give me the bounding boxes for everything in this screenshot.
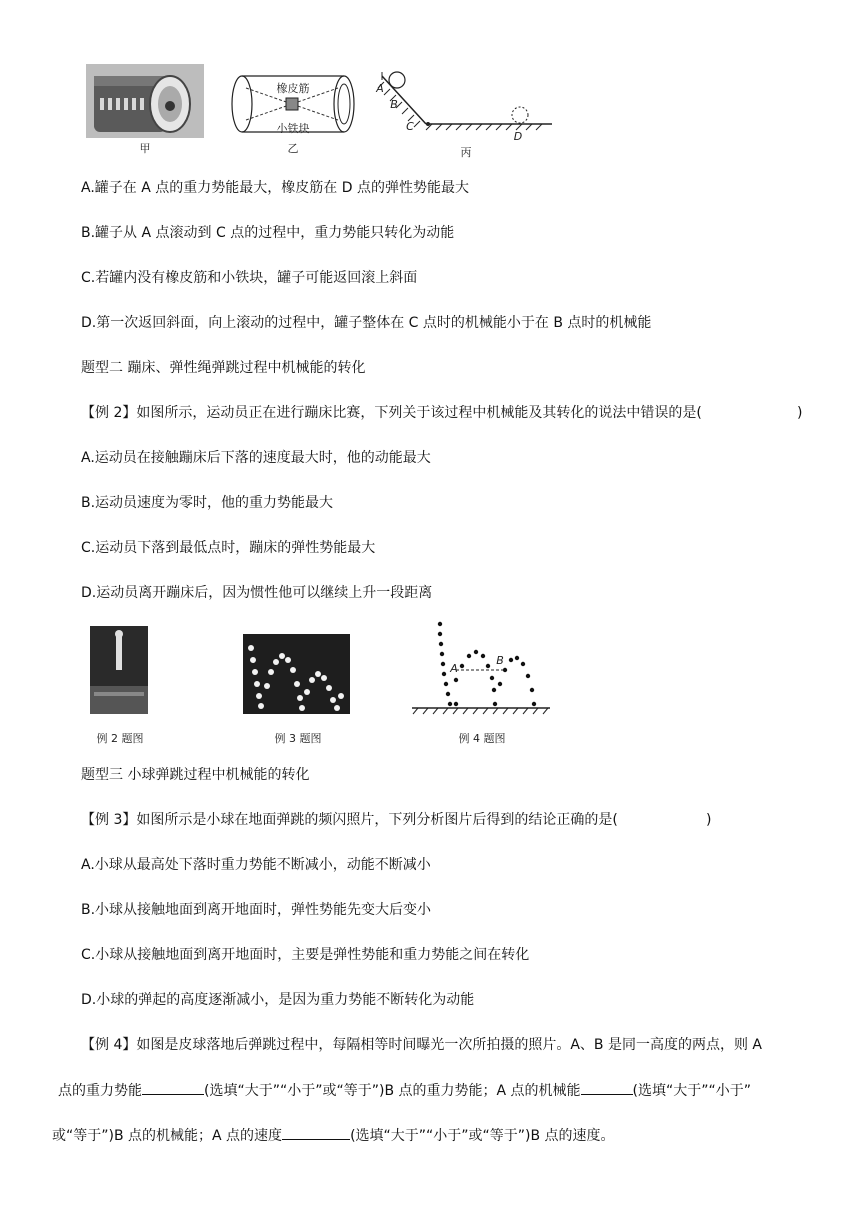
example2-option-b: B.运动员速度为零时，他的重力势能最大 <box>81 495 334 511</box>
figure-example4-bounce-diagram <box>412 620 552 716</box>
example4-text-e: (选填“大于”“小于”或“等于”)B 点的速度。 <box>350 1128 615 1144</box>
figure-yi-label-rubber: 橡皮筋 <box>276 82 310 95</box>
figure-jia-caption: 甲 <box>139 142 151 155</box>
example1-option-b: B.罐子从 A 点滚动到 C 点的过程中，重力势能只转化为动能 <box>81 225 455 241</box>
figure-example3-caption: 例 3 题图 <box>274 732 322 745</box>
example3-option-d: D.小球的弹起的高度逐渐减小，是因为重力势能不断转化为动能 <box>81 992 475 1008</box>
example4-line1: 【例 4】如图是皮球落地后弹跳过程中，每隔相等时间曝光一次所拍摄的照片。A、B 是同一高度的两点，则 A <box>81 1037 763 1053</box>
example2-stem: 【例 2】如图所示，运动员正在进行蹦床比赛，下列关于该过程中机械能及其转化的说法中错误的是( <box>81 405 702 421</box>
figure-bing-caption: 丙 <box>460 146 472 159</box>
figure-example4-label-a: A <box>450 662 458 675</box>
figure-bing-label-c: C <box>406 120 414 133</box>
example3-paren-close: ) <box>706 812 712 828</box>
figure-bing-label-d: D <box>513 130 523 143</box>
example3-stem: 【例 3】如图所示是小球在地面弹跳的频闪照片，下列分析图片后得到的结论正确的是( <box>81 812 618 828</box>
example4-line3 <box>52 1125 615 1146</box>
figure-example3-bounce-photo <box>243 634 350 714</box>
example4-text-d: 或“等于”)B 点的机械能；A 点的速度 <box>52 1128 283 1144</box>
figure-yi-label-iron: 小铁块 <box>276 122 310 135</box>
example3-option-c: C.小球从接触地面到离开地面时，主要是弹性势能和重力势能之间在转化 <box>81 947 530 963</box>
answer-blank-2[interactable] <box>581 1080 633 1095</box>
example3-option-a: A.小球从最高处下落时重力势能不断减小，动能不断减小 <box>81 857 431 873</box>
example2-paren-close: ) <box>797 405 803 421</box>
type3-heading: 题型三 小球弹跳过程中机械能的转化 <box>81 767 310 783</box>
figure-example4-caption: 例 4 题图 <box>458 732 506 745</box>
figure-example2-trampoline-photo <box>90 626 148 714</box>
example3-option-b: B.小球从接触地面到离开地面时，弹性势能先变大后变小 <box>81 902 432 918</box>
example2-option-a: A.运动员在接触蹦床后下落的速度最大时，他的动能最大 <box>81 450 431 466</box>
figure-bing-label-b: B <box>390 98 398 111</box>
example4-text-c: (选填“大于”“小于” <box>632 1083 752 1099</box>
figure-jia-can-photo <box>86 64 204 138</box>
example4-text-b: (选填“大于”“小于”或“等于”)B 点的重力势能；A 点的机械能 <box>204 1083 581 1099</box>
example4-text-a: 点的重力势能 <box>58 1083 142 1099</box>
type2-heading: 题型二 蹦床、弹性绳弹跳过程中机械能的转化 <box>81 360 366 376</box>
figure-bing-label-a: A <box>376 82 384 95</box>
example1-option-d: D.第一次返回斜面，向上滚动的过程中，罐子整体在 C 点时的机械能小于在 B 点时的机械能 <box>81 315 652 331</box>
example4-line2 <box>58 1080 751 1101</box>
example1-option-c: C.若罐内没有橡皮筋和小铁块，罐子可能返回滚上斜面 <box>81 270 418 286</box>
answer-blank-3[interactable] <box>282 1125 350 1140</box>
figure-yi-caption: 乙 <box>287 142 299 155</box>
figure-example2-caption: 例 2 题图 <box>96 732 144 745</box>
example2-option-d: D.运动员离开蹦床后，因为惯性他可以继续上升一段距离 <box>81 585 433 601</box>
answer-blank-1[interactable] <box>142 1080 204 1095</box>
example2-option-c: C.运动员下落到最低点时，蹦床的弹性势能最大 <box>81 540 376 556</box>
figure-example4-label-b: B <box>496 654 504 667</box>
example1-option-a: A.罐子在 A 点的重力势能最大，橡皮筋在 D 点的弹性势能最大 <box>81 180 469 196</box>
